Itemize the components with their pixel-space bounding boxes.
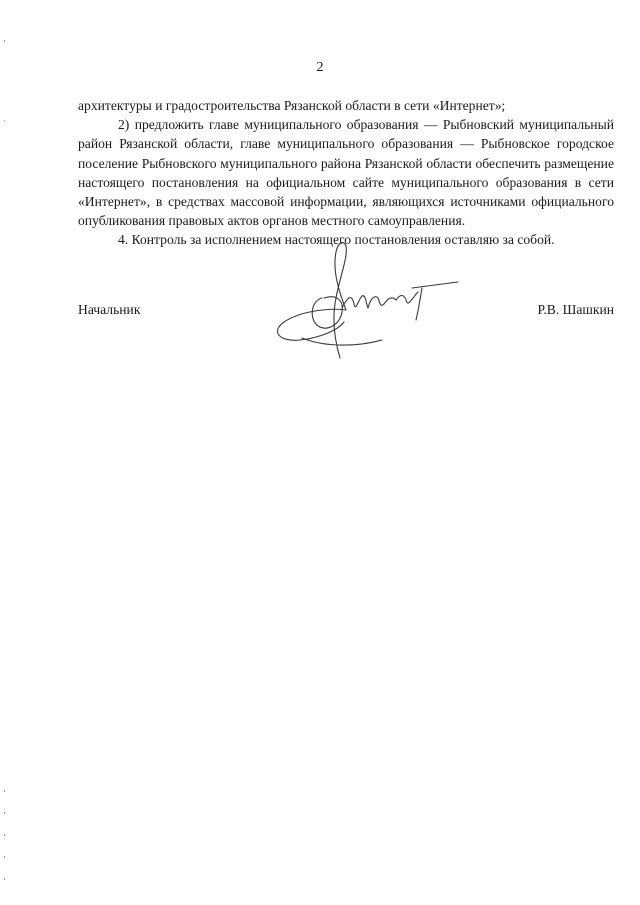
paragraph-continuation: архитектуры и градостроительства Рязанской области в сети «Интернет»; bbox=[78, 98, 506, 113]
paragraph-item-2: 2) предложить главе муниципального образования — Рыбновский муниципальный район Рязанской области, главе муниципального образования — Рыбновское городское поселение Рыбновского муниципального района Рязанской области обеспечить размещение настоящего постановления на официальном сайте муниципального образования в сети «Интернет», в средствах массовой информации, являющихся источниками официального опубликования правовых актов органов местного самоуправления. bbox=[78, 117, 614, 229]
page-number: 2 bbox=[316, 60, 324, 75]
scan-edge-marks bbox=[3, 0, 7, 905]
handwritten-signature bbox=[262, 238, 462, 368]
body-text bbox=[78, 96, 614, 250]
signatory-name: Р.В. Шашкин bbox=[537, 302, 614, 317]
signature-title: Начальник bbox=[78, 302, 141, 317]
paragraph-item-4: 4. Контроль за исполнением настоящего постановления оставляю за собой. bbox=[118, 232, 555, 248]
